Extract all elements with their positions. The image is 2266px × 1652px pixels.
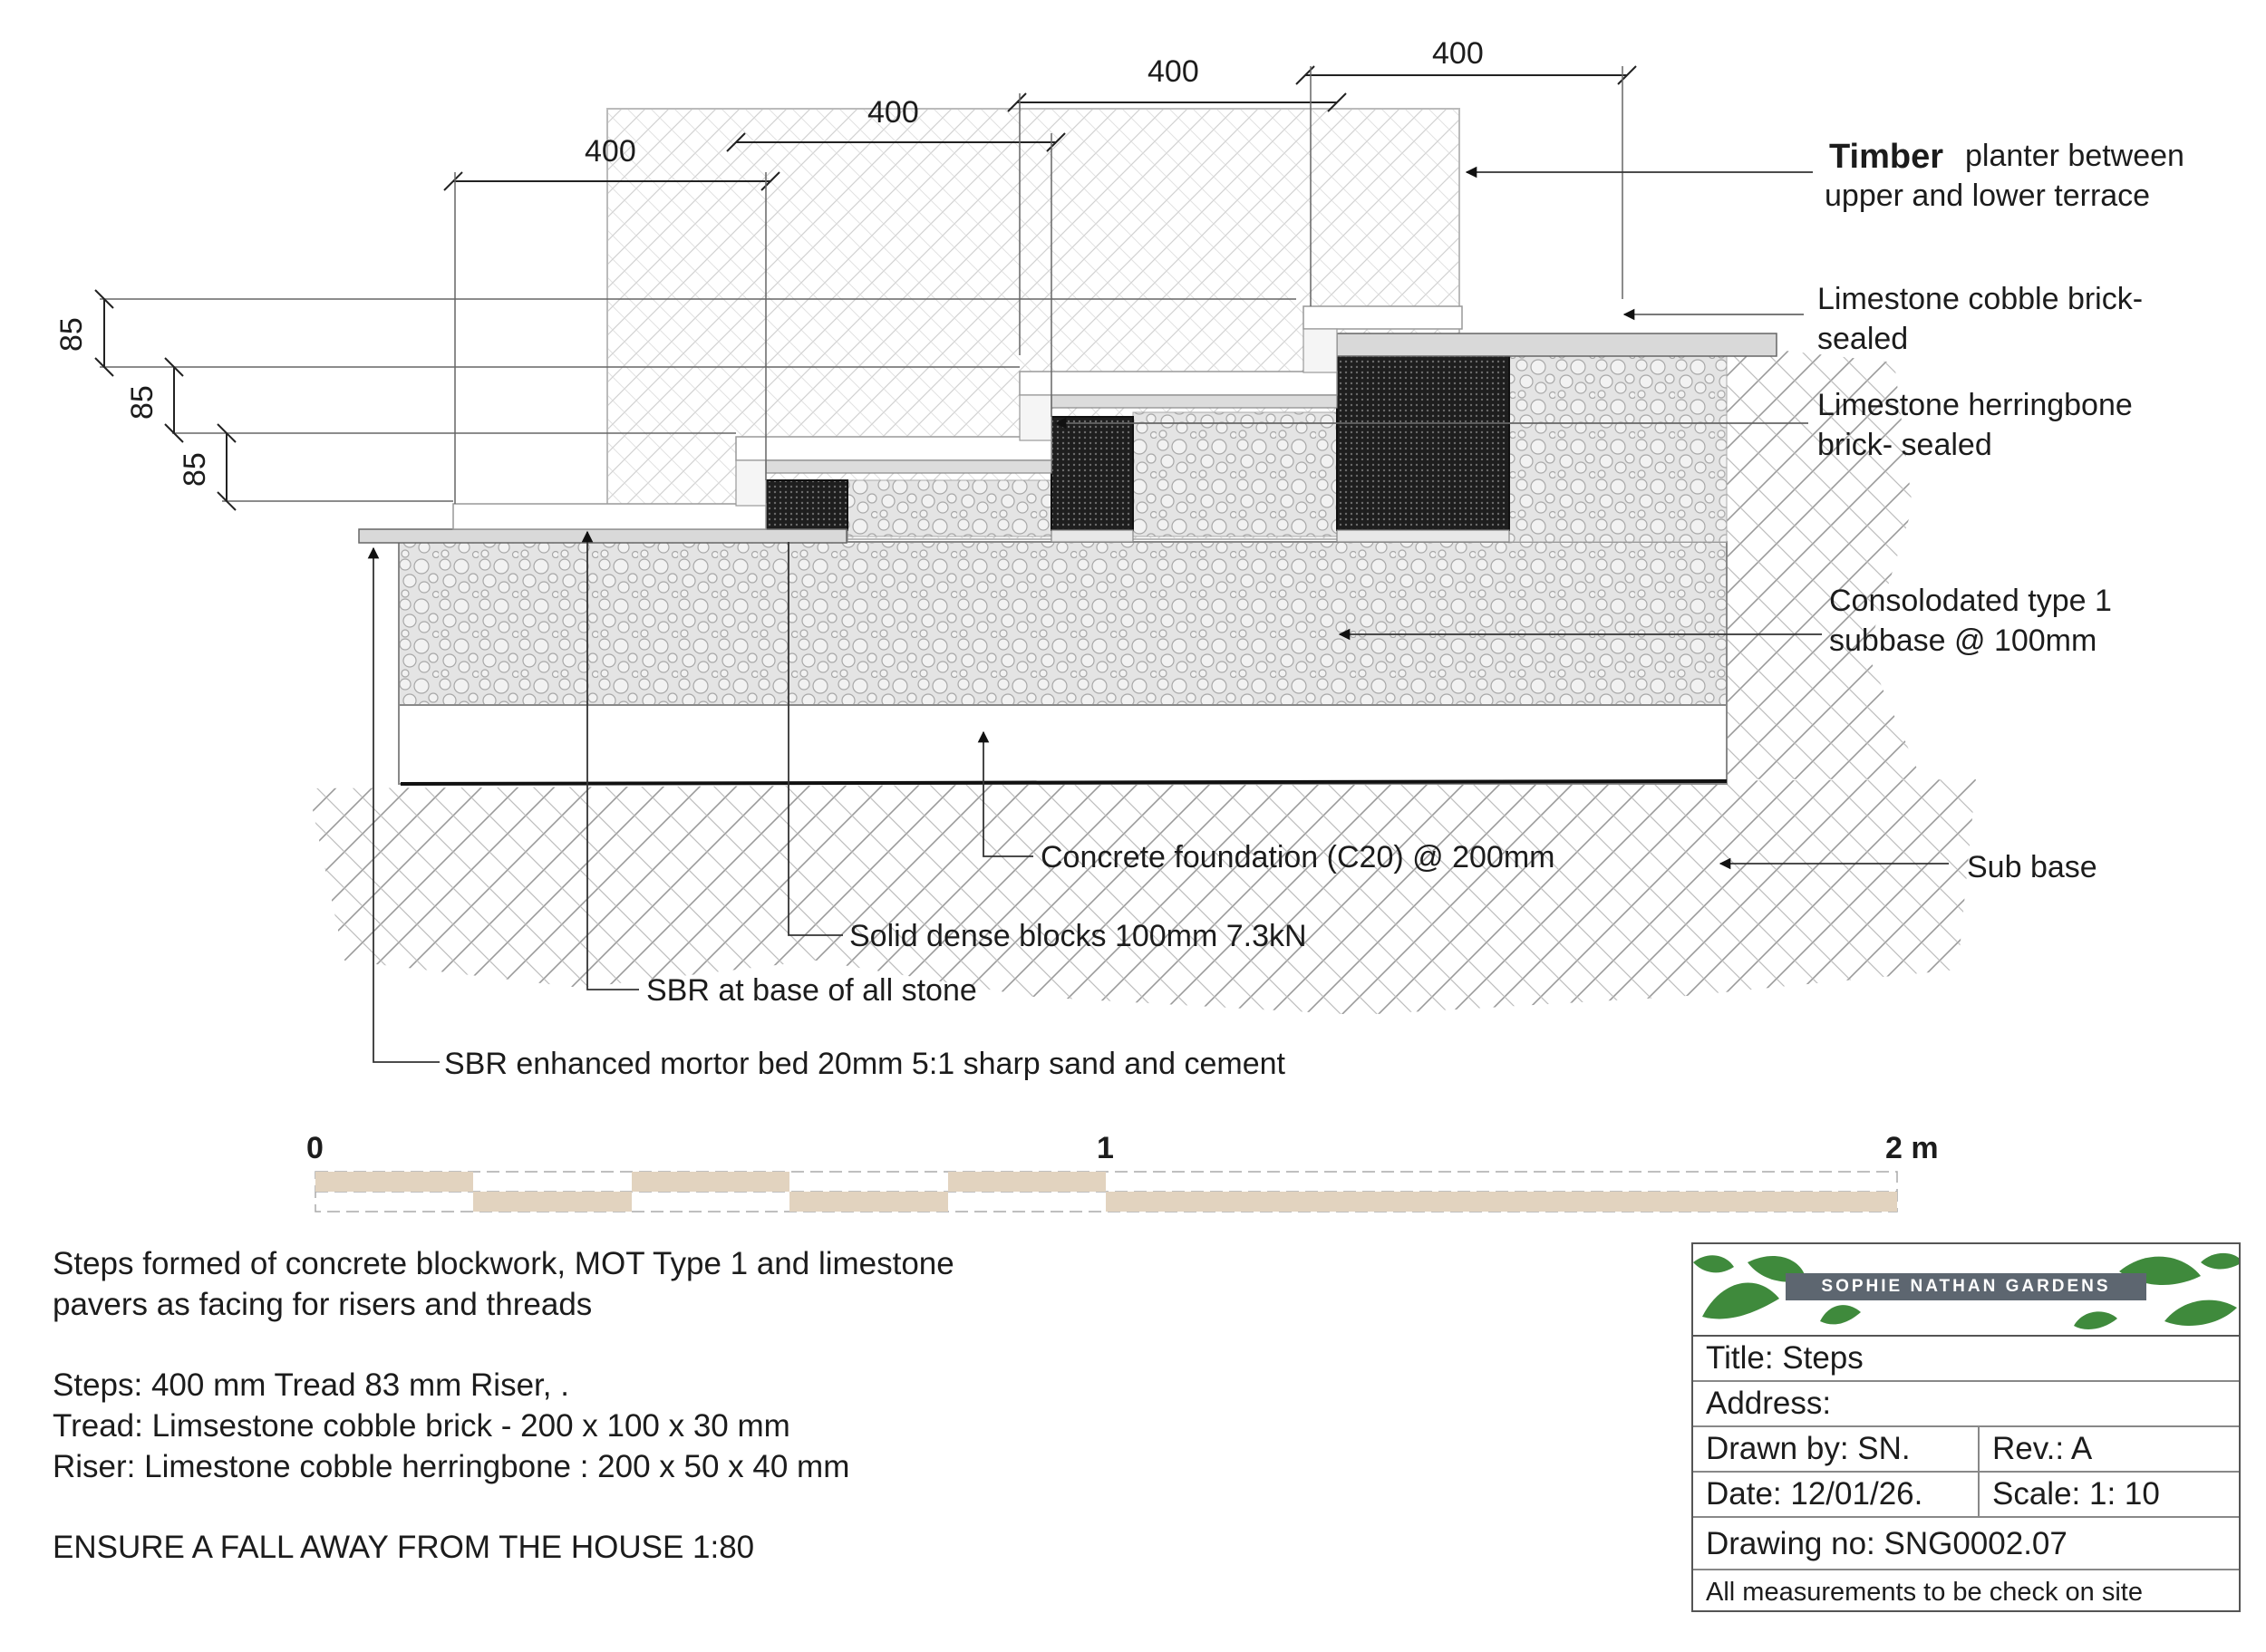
drawing-no-row: Drawing no: SNG0002.07 (1693, 1518, 2239, 1570)
tread-dim-label-2: 400 (867, 95, 919, 130)
callout-timber-bold: Timber (1829, 138, 1944, 176)
tread-bottom (453, 504, 766, 529)
general-notes (53, 1243, 954, 1568)
sub-base-hatch (308, 779, 1976, 1015)
tread-1-bed (766, 460, 1051, 473)
callout-cobble-line2: sealed (1817, 322, 1909, 356)
riser-dim-label-1: 85 (54, 317, 89, 352)
drawn-by: Drawn by: SN. (1693, 1427, 1980, 1471)
callout-foundation: Concrete foundation (C20) @ 200mm (1041, 840, 1555, 874)
scale-seg-2 (473, 1192, 632, 1212)
scale-seg-1 (315, 1172, 473, 1192)
note-line-1: Steps formed of concrete blockwork, MOT Type 1 and limestone (53, 1246, 954, 1281)
title-block (1691, 1242, 2241, 1612)
riser-face-1 (736, 460, 766, 506)
callout-subbase-line2: subbase @ 100mm (1829, 623, 2097, 658)
scale-seg-4 (789, 1192, 948, 1212)
date: Date: 12/01/26. (1693, 1473, 1980, 1516)
riser-dim-label-2: 85 (125, 385, 160, 420)
title-row: Title: Steps (1693, 1337, 2239, 1382)
scale-seg-6 (1106, 1192, 1897, 1212)
brand-name: SOPHIE NATHAN GARDENS (1786, 1273, 2146, 1300)
riser-dim-label-3: 85 (178, 452, 212, 487)
revision: Rev.: A (1992, 1431, 2093, 1466)
callout-herringbone-line2: brick- sealed (1817, 428, 1992, 462)
scale-bar (306, 1131, 1939, 1212)
dense-block-2 (1051, 417, 1133, 530)
step-fill-1 (847, 480, 1051, 536)
scale-label-0: 0 (306, 1131, 324, 1165)
dense-block-1 (766, 480, 847, 530)
scale-label-2m: 2 m (1885, 1131, 1939, 1165)
note-line-5: Riser: Limestone cobble herringbone : 200 x 50 x 40 mm (53, 1449, 850, 1484)
callout-sbr-base: SBR at base of all stone (646, 973, 977, 1008)
step-fill-2 (1133, 412, 1337, 536)
footer-note: All measurements to be check on site (1706, 1578, 2143, 1607)
note-line-4: Tread: Limsestone cobble brick - 200 x 100 x 30 mm (53, 1408, 790, 1444)
tread-1 (736, 437, 1051, 460)
callout-timber-line2: upper and lower terrace (1825, 179, 2151, 213)
drawn-rev-row (1693, 1427, 2239, 1473)
scale: Scale: 1: 10 (1992, 1476, 2160, 1512)
callout-sub-base: Sub base (1967, 850, 2097, 884)
date-scale-row (1693, 1473, 2239, 1518)
scale-label-1: 1 (1097, 1131, 1114, 1165)
note-line-3: Steps: 400 mm Tread 83 mm Riser, . (53, 1367, 569, 1403)
scale-seg-5 (948, 1172, 1106, 1192)
title-block-header (1693, 1244, 2239, 1337)
tread-2-bed (1051, 395, 1337, 408)
dense-block-3 (1337, 355, 1509, 530)
concrete-foundation (399, 705, 1727, 784)
mortar-bed-3 (1337, 530, 1509, 542)
tread-2 (1020, 372, 1337, 395)
address-row: Address: (1693, 1382, 2239, 1427)
scale-seg-3 (632, 1172, 789, 1192)
tread-top (1303, 306, 1462, 329)
callout-timber-rest: planter between (1965, 139, 2184, 173)
riser-face-2 (1020, 395, 1051, 440)
callout-blocks: Solid dense blocks 100mm 7.3kN (849, 919, 1307, 953)
step-fill-3 (1509, 355, 1727, 542)
lower-terrace-slab (359, 529, 847, 543)
callout-cobble-line1: Limestone cobble brick- (1817, 282, 2144, 316)
note-line-6: ENSURE A FALL AWAY FROM THE HOUSE 1:80 (53, 1530, 755, 1565)
tread-dim-label-3: 400 (1148, 54, 1199, 89)
note-line-2: pavers as facing for risers and threads (53, 1287, 593, 1322)
upper-terrace-slab (1337, 333, 1777, 356)
tread-dim-label-4: 400 (1432, 36, 1484, 71)
callout-mortar-bed: SBR enhanced mortor bed 20mm 5:1 sharp sand and cement (444, 1047, 1285, 1081)
tread-dim-label-1: 400 (585, 134, 636, 169)
callout-herringbone-line1: Limestone herringbone (1817, 388, 2133, 422)
callout-subbase-line1: Consolodated type 1 (1829, 584, 2112, 618)
type1-subbase (399, 542, 1727, 705)
riser-face-3 (1303, 329, 1337, 372)
mortar-bed-2 (1051, 530, 1133, 542)
